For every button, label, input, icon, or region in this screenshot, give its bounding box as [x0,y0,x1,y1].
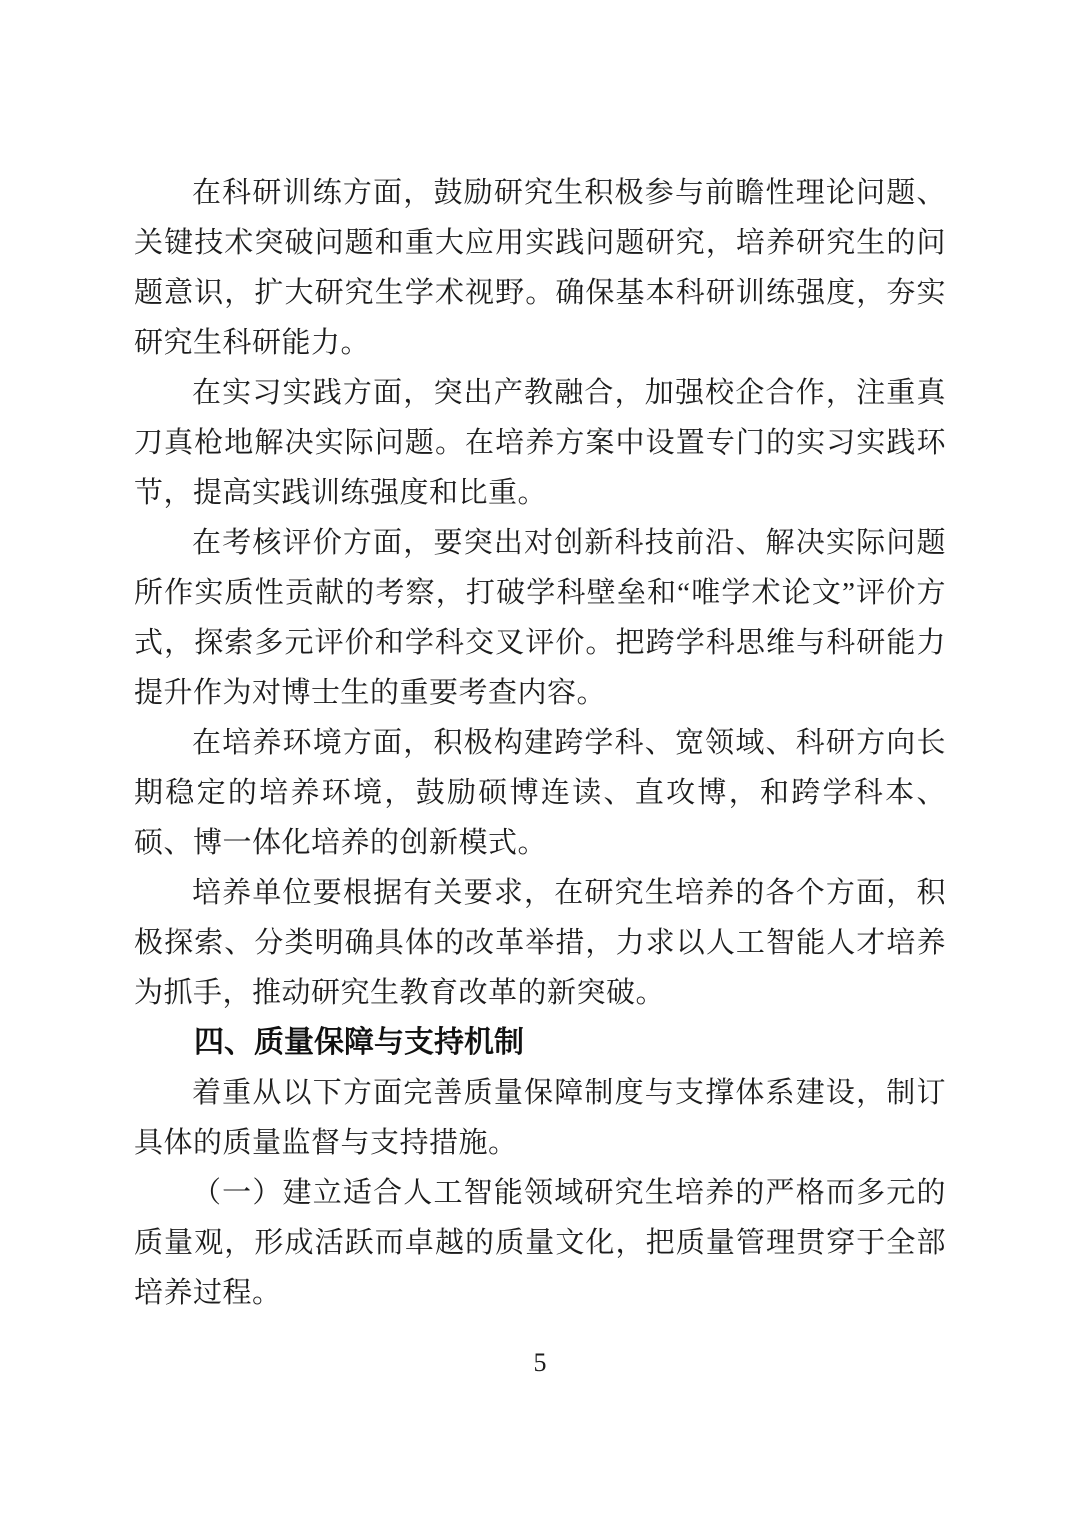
document-content [134,168,946,1318]
page-number: 5 [533,1348,547,1377]
paragraph: 在培养环境方面，积极构建跨学科、宽领域、科研方向长期稳定的培养环境，鼓励硕博连读、直攻博，和跨学科本、硕、博一体化培养的创新模式。 [134,727,946,859]
paragraph: 在科研训练方面，鼓励研究生积极参与前瞻性理论问题、关键技术突破问题和重大应用实践问题研究，培养研究生的问题意识，扩大研究生学术视野。确保基本科研训练强度，夯实研究生科研能力。 [134,177,946,359]
section-heading: 四、质量保障与支持机制 [194,1026,524,1059]
paragraph: 培养单位要根据有关要求，在研究生培养的各个方面，积极探索、分类明确具体的改革举措，力求以人工智能人才培养为抓手，推动研究生教育改革的新突破。 [134,877,946,1009]
paragraph: 着重从以下方面完善质量保障制度与支撑体系建设，制订具体的质量监督与支持措施。 [134,1077,946,1159]
paragraph: 在考核评价方面，要突出对创新科技前沿、解决实际问题所作实质性贡献的考察，打破学科壁垒和“唯学术论文”评价方式，探索多元评价和学科交叉评价。把跨学科思维与科研能力提升作为对博士生的重要考查内容。 [134,527,946,709]
paragraph: （一）建立适合人工智能领域研究生培养的严格而多元的质量观，形成活跃而卓越的质量文化，把质量管理贯穿于全部培养过程。 [134,1177,946,1309]
paragraph: 在实习实践方面，突出产教融合，加强校企合作，注重真刀真枪地解决实际问题。在培养方案中设置专门的实习实践环节，提高实践训练强度和比重。 [134,377,946,509]
